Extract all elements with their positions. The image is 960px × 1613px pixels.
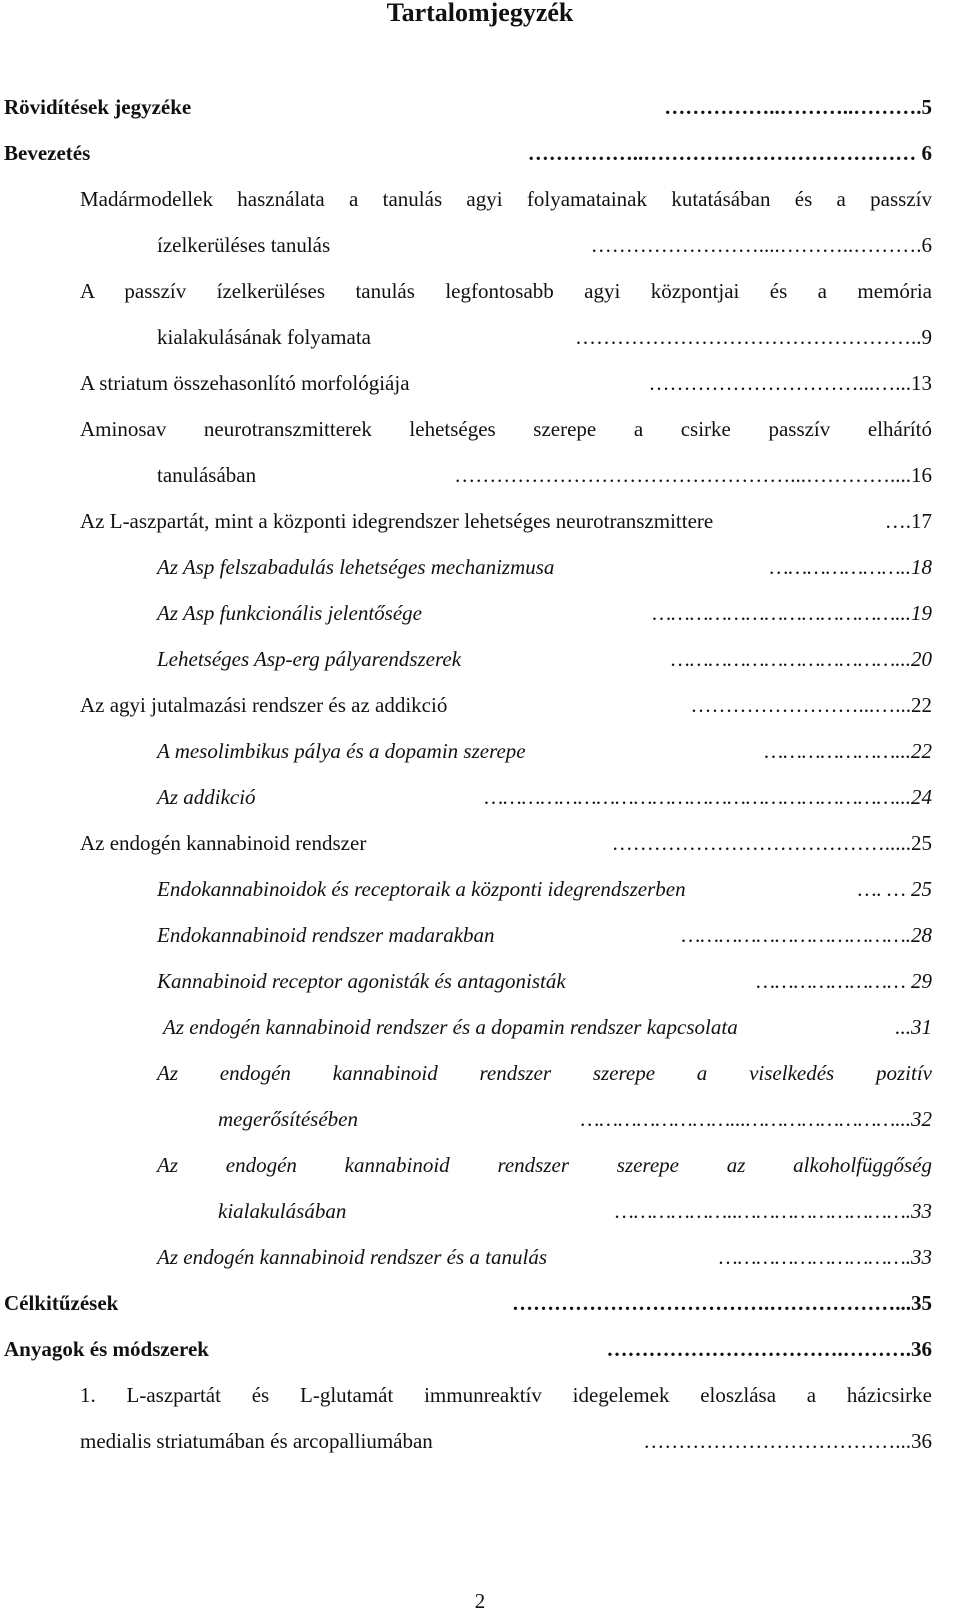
toc-entry-leader: …………………………………...19: [652, 601, 932, 625]
toc-entry-leader: …………………………………………………………...24: [484, 785, 932, 809]
toc-entry-striatum: [80, 371, 932, 395]
toc-entry-leader: ...31: [895, 1015, 932, 1039]
toc-entry-text: Endokannabinoidok és receptoraik a központi idegrendszerben: [157, 877, 686, 901]
toc-entry-abbreviations: [4, 95, 932, 119]
toc-entry-text: Az L-aszpartát, mint a központi idegrendszer lehetséges neurotranszmittere: [80, 509, 714, 533]
toc-entry-text: Célkitűzések: [4, 1291, 119, 1315]
toc-entry-text: Az endogén kannabinoid rendszer: [80, 831, 367, 855]
toc-entry-mesolimbic: [157, 739, 932, 763]
toc-entry-amino-acid-line2: [157, 463, 932, 487]
toc-entry-text: Rövidítések jegyzéke: [4, 95, 192, 119]
toc-entry-text: megerősítésében: [218, 1107, 358, 1131]
toc-entry-text: kialakulásában: [218, 1199, 347, 1223]
toc-entry-text: A striatum összehasonlító morfológiája: [80, 371, 410, 395]
toc-entry-leader: ……………..………………………………… 6: [527, 141, 932, 165]
toc-entry-amino-acid-line1: Aminosav neurotranszmitterek lehetséges szerepe a csirke passzív elhárító: [80, 417, 932, 441]
toc-entry-text: tanulásában: [157, 463, 257, 487]
toc-entry-text: Az addikció: [157, 785, 256, 809]
toc-entry-text: Az endogén kannabinoid rendszer és a dopamin rendszer kapcsolata: [163, 1015, 738, 1039]
toc-entry-text: Az agyi jutalmazási rendszer és az addikció: [80, 693, 448, 717]
toc-entry-leader: …………………………...…...13: [648, 371, 932, 395]
toc-entry-asp-release: [157, 555, 932, 579]
toc-entry-text: Az endogén kannabinoid rendszer és a tanulás: [157, 1245, 548, 1269]
toc-entry-text: Bevezetés: [4, 141, 91, 165]
toc-entry-text: kialakulásának folyamata: [157, 325, 371, 349]
toc-entry-endocannabinoids-receptors: [157, 877, 932, 901]
toc-entry-agonists: [157, 969, 932, 993]
toc-entry-text: ízelkerüléses tanulás: [157, 233, 331, 257]
toc-entry-leader: …………………………………………...…………....16: [454, 463, 932, 487]
toc-entry-text: Endokannabinoid rendszer madarakban: [157, 923, 495, 947]
toc-entry-leader: …………………...22: [764, 739, 932, 763]
toc-entry-leader: ….17: [884, 509, 932, 533]
toc-entry-positive-reinforcement-line1: Az endogén kannabinoid rendszer szerepe a viselkedés pozitív: [157, 1061, 932, 1085]
toc-entry-leader: …………………………….……….36: [606, 1337, 932, 1361]
toc-entry-reward-system: [80, 693, 932, 717]
toc-entry-leader: ………………………………….....25: [611, 831, 932, 855]
toc-entry-bird-models-line2: [157, 233, 932, 257]
toc-entry-bird-models-line1: Madármodellek használata a tanulás agyi folyamatainak kutatásában és a passzív: [80, 187, 932, 211]
toc-entry-text: Az Asp felszabadulás lehetséges mechanizmusa: [157, 555, 555, 579]
toc-entry-text: Lehetséges Asp-erg pályarendszerek: [157, 647, 462, 671]
toc-entry-text: A mesolimbikus pálya és a dopamin szerepe: [157, 739, 526, 763]
page-title: Tartalomjegyzék: [386, 0, 574, 27]
toc-entry-asp-pathways: [157, 647, 932, 671]
toc-entry-text: Anyagok és módszerek: [4, 1337, 209, 1361]
toc-entry-learning: [157, 1245, 932, 1269]
toc-entry-immunoreactive-line2: [80, 1429, 932, 1453]
toc-entry-leader: ……………..………..……….5: [664, 95, 932, 119]
toc-entry-birds: [157, 923, 932, 947]
toc-entry-leader: ………………………………...20: [671, 647, 932, 671]
toc-entry-leader: ……………………………….………………...35: [512, 1291, 932, 1315]
toc-entry-endocannabinoid-system: [80, 831, 932, 855]
toc-entry-leader: ……………………...……………………...32: [580, 1107, 932, 1131]
toc-entry-text: Az Asp funkcionális jelentősége: [157, 601, 422, 625]
toc-entry-leader: …………………..18: [769, 555, 932, 579]
toc-entry-leader: …………………… 29: [756, 969, 932, 993]
toc-entry-passive-avoidance-line2: [157, 325, 932, 349]
toc-entry-alcohol-line1: Az endogén kannabinoid rendszer szerepe az alkoholfüggőség: [157, 1153, 932, 1177]
toc-entry-immunoreactive-line1: 1. L-aszpartát és L-glutamát immunreaktív idegelemek eloszlása a házicsirke: [80, 1383, 932, 1407]
toc-entry-leader: ………………………….33: [719, 1245, 932, 1269]
toc-entry-addiction: [157, 785, 932, 809]
toc-entry-alcohol-line2: [218, 1199, 932, 1223]
toc-entry-dopamine-link: [163, 1015, 932, 1039]
toc-entry-positive-reinforcement-line2: [218, 1107, 932, 1131]
toc-entry-objectives: [4, 1291, 932, 1315]
toc-entry-leader: ………………..……………………….33: [615, 1199, 932, 1223]
toc-entry-asp-function: [157, 601, 932, 625]
page-number: 2: [474, 1589, 486, 1613]
toc-entry-leader: ……………………...…...22: [690, 693, 932, 717]
toc-entry-leader: ……………………………….28: [681, 923, 932, 947]
toc-entry-materials-methods: [4, 1337, 932, 1361]
toc-entry-leader: ……………………....………..……….6: [590, 233, 932, 257]
toc-entry-text: Kannabinoid receptor agonisták és antagonisták: [157, 969, 566, 993]
toc-entry-leader: …. … 25: [857, 877, 932, 901]
toc-entry-leader: ………………………………...36: [643, 1429, 932, 1453]
toc-entry-l-aspartate: [80, 509, 932, 533]
toc-entry-leader: …………………………………………..9: [575, 325, 932, 349]
toc-entry-passive-avoidance-line1: A passzív ízelkerüléses tanulás legfontosabb agyi központjai és a memória: [80, 279, 932, 303]
toc-entry-text: medialis striatumában és arcopalliumában: [80, 1429, 433, 1453]
toc-entry-introduction: [4, 141, 932, 165]
